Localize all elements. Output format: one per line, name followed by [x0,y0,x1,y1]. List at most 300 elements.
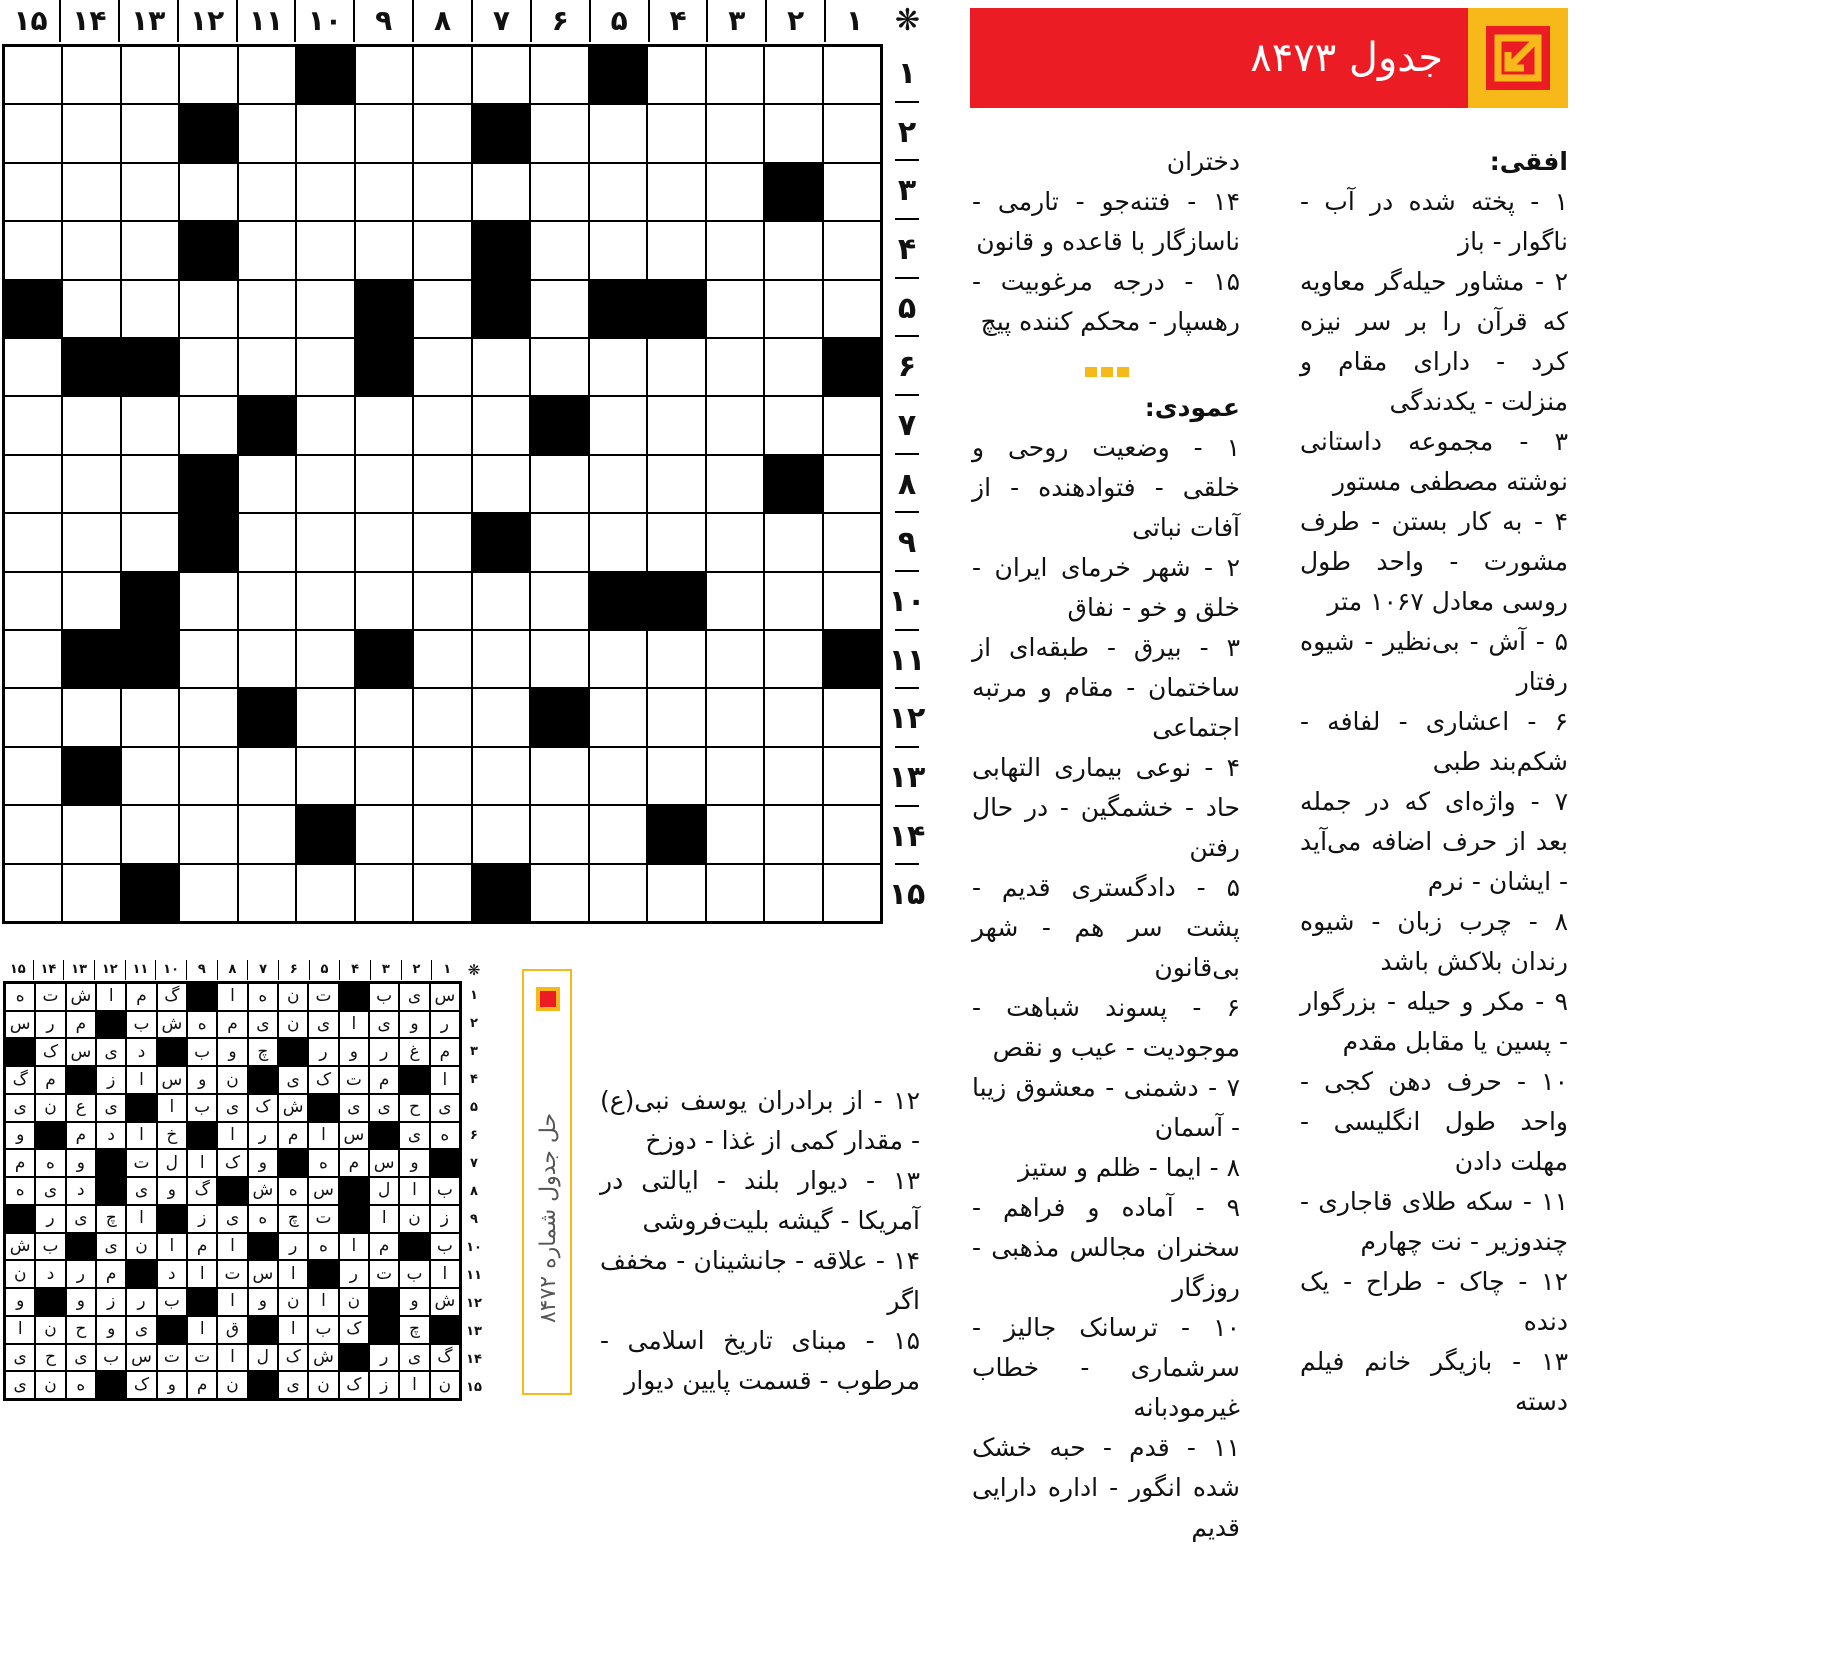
grid-cell[interactable] [589,104,647,162]
grid-cell[interactable] [121,688,179,746]
grid-cell[interactable] [647,630,705,688]
solution-black-cell [278,1149,308,1177]
solution-letter: ن [308,1371,338,1399]
row-number: ۱۴ [887,807,927,866]
solution-black-cell [248,1316,278,1344]
grid-cell[interactable] [4,46,62,104]
solution-letter: ن [399,1205,429,1233]
solution-row-number: ۱۰ [466,1239,482,1255]
grid-cell[interactable] [4,338,62,396]
grid-cell[interactable] [413,46,471,104]
solution-letter: ر [35,1011,65,1039]
grid-cell[interactable] [238,104,296,162]
grid-cell[interactable] [296,396,354,454]
solution-black-cell [157,1205,187,1233]
grid-cell[interactable] [355,805,413,863]
grid-cell[interactable] [764,396,822,454]
solution-black-cell [248,1371,278,1399]
grid-cell[interactable] [413,630,471,688]
black-cell [121,630,179,688]
black-cell [296,805,354,863]
grid-cell[interactable] [823,46,881,104]
solution-column-number: ۳ [370,960,401,980]
solution-letter: ی [399,1344,429,1372]
black-cell [179,221,237,279]
row-number: ۳ [887,161,927,220]
solution-letter: ی [308,1011,338,1039]
grid-cell[interactable] [706,805,764,863]
grid-cell[interactable] [823,280,881,338]
solution-letter: ت [369,1260,399,1288]
grid-cell[interactable] [296,338,354,396]
grid-cell[interactable] [179,396,237,454]
grid-cell[interactable] [4,163,62,221]
grid-cell[interactable] [413,688,471,746]
grid-cell[interactable] [706,572,764,630]
grid-cell[interactable] [62,163,120,221]
grid-cell[interactable] [589,163,647,221]
grid-cell[interactable] [472,338,530,396]
grid-cell[interactable] [62,864,120,922]
grid-cell[interactable] [4,572,62,630]
grid-cell[interactable] [764,572,822,630]
grid-cell[interactable] [530,338,588,396]
clue-item: ۱۳ - بازیگر خانم فیلم دسته [1300,1347,1568,1416]
grid-cell[interactable] [62,805,120,863]
grid-cell[interactable] [706,747,764,805]
grid-cell[interactable] [413,572,471,630]
solution-letter: و [399,1149,429,1177]
grid-cell[interactable] [62,221,120,279]
grid-cell[interactable] [413,338,471,396]
grid-cell[interactable] [647,455,705,513]
grid-cell[interactable] [706,513,764,571]
grid-cell[interactable] [121,163,179,221]
solution-letter: ب [126,1011,156,1039]
grid-cell[interactable] [647,338,705,396]
solution-grid [3,981,462,1401]
grid-cell[interactable] [823,572,881,630]
grid-cell[interactable] [706,280,764,338]
solution-letter: ب [187,1094,217,1122]
solution-black-cell [248,1233,278,1261]
grid-cell[interactable] [764,104,822,162]
black-cell [4,280,62,338]
grid-cell[interactable] [706,104,764,162]
grid-cell[interactable] [647,396,705,454]
solution-letter: ک [278,1344,308,1372]
solution-letter: گ [157,983,187,1011]
solution-letter: ل [369,1177,399,1205]
grid-cell[interactable] [823,513,881,571]
grid-cell[interactable] [62,572,120,630]
solution-letter: ا [187,1260,217,1288]
solution-column-number: ۴ [339,960,370,980]
solution-letter: ی [399,983,429,1011]
grid-cell[interactable] [764,280,822,338]
grid-cell[interactable] [589,513,647,571]
grid-cell[interactable] [296,688,354,746]
grid-cell[interactable] [4,747,62,805]
solution-letter: ح [35,1344,65,1372]
grid-cell[interactable] [355,163,413,221]
solution-letter: د [157,1260,187,1288]
grid-cell[interactable] [823,688,881,746]
grid-cell[interactable] [355,104,413,162]
solution-letter: ا [278,1260,308,1288]
grid-cell[interactable] [179,747,237,805]
grid-cell[interactable] [647,688,705,746]
grid-cell[interactable] [530,513,588,571]
grid-cell[interactable] [706,221,764,279]
solution-letter: ا [430,1260,460,1288]
grid-cell[interactable] [706,455,764,513]
grid-cell[interactable] [121,221,179,279]
grid-cell[interactable] [355,455,413,513]
grid-cell[interactable] [764,338,822,396]
grid-cell[interactable] [121,747,179,805]
grid-cell[interactable] [238,864,296,922]
grid-cell[interactable] [296,221,354,279]
solution-black-cell [248,1066,278,1094]
grid-cell[interactable] [413,747,471,805]
grid-cell[interactable] [589,221,647,279]
grid-cell[interactable] [238,455,296,513]
solution-row-number: ۳ [470,1043,478,1059]
grid-cell[interactable] [238,163,296,221]
solution-letter: ا [157,1233,187,1261]
solution-letter: ی [248,1011,278,1039]
grid-cell[interactable] [413,104,471,162]
column-number: ۱۰ [294,0,353,42]
grid-cell[interactable] [238,513,296,571]
solution-letter: ا [126,1205,156,1233]
solution-letter: ب [399,1260,429,1288]
solution-black-cell [35,1288,65,1316]
clues-column-continued [600,1081,920,1401]
solution-letter: چ [96,1205,126,1233]
clue-item: ۱۳ - دیوار بلند - ایالتی در آمریکا - گیشه بلیت‌فروشی [600,1166,920,1235]
grid-cell[interactable] [764,221,822,279]
clues-column-down [972,142,1240,1548]
grid-cell[interactable] [530,864,588,922]
solution-row-numbers [463,981,485,1401]
grid-cell[interactable] [62,396,120,454]
grid-cell[interactable] [764,688,822,746]
solution-letter: ا [187,1149,217,1177]
grid-cell[interactable] [530,163,588,221]
grid-cell[interactable] [647,104,705,162]
grid-cell[interactable] [413,163,471,221]
grid-cell[interactable] [706,864,764,922]
grid-cell[interactable] [4,630,62,688]
black-cell [121,572,179,630]
grid-cell[interactable] [472,455,530,513]
solution-row-number: ۲ [470,1015,478,1031]
grid-cell[interactable] [296,747,354,805]
solution-letter: چ [248,1038,278,1066]
grid-cell[interactable] [121,455,179,513]
grid-cell[interactable] [647,513,705,571]
grid-cell[interactable] [472,688,530,746]
grid-cell[interactable] [647,221,705,279]
grid-cell[interactable] [238,280,296,338]
grid-cell[interactable] [355,513,413,571]
grid-cell[interactable] [296,455,354,513]
grid-cell[interactable] [413,280,471,338]
grid-cell[interactable] [238,630,296,688]
grid-cell[interactable] [530,747,588,805]
solution-letter: م [96,1260,126,1288]
solution-letter: خ [157,1122,187,1150]
solution-column-number: ۵ [309,960,340,980]
grid-cell[interactable] [179,46,237,104]
grid-cell[interactable] [647,46,705,104]
grid-cell[interactable] [706,630,764,688]
solution-letter: ت [126,1149,156,1177]
solution-letter: م [187,1233,217,1261]
grid-cell[interactable] [121,280,179,338]
grid-cell[interactable] [62,280,120,338]
solution-letter: ن [217,1371,247,1399]
grid-cell[interactable] [589,396,647,454]
grid-cell[interactable] [238,747,296,805]
grid-cell[interactable] [589,864,647,922]
grid-cell[interactable] [472,805,530,863]
grid-cell[interactable] [823,104,881,162]
solution-column-number: ۱۲ [94,960,125,980]
grid-cell[interactable] [413,455,471,513]
solution-black-cell [369,1288,399,1316]
clue-item: ۴ - به کار بستن - طرف مشورت - واحد طول روسی معادل ۱۰۶۷ متر [1300,507,1568,616]
row-number: ۱۳ [887,748,927,807]
grid-cell[interactable] [355,864,413,922]
grid-cell[interactable] [764,513,822,571]
grid-cell[interactable] [296,864,354,922]
grid-cell[interactable] [706,688,764,746]
grid-cell[interactable] [472,46,530,104]
grid-cell[interactable] [823,805,881,863]
separator-dots-icon [1085,367,1129,377]
grid-cell[interactable] [355,221,413,279]
grid-cell[interactable] [706,163,764,221]
solution-letter: ن [35,1316,65,1344]
solution-letter: ن [126,1233,156,1261]
grid-cell[interactable] [472,747,530,805]
black-cell [647,572,705,630]
solution-letter: ت [308,1205,338,1233]
grid-cell[interactable] [296,513,354,571]
grid-cell[interactable] [296,104,354,162]
grid-cell[interactable] [589,747,647,805]
grid-cell[interactable] [355,572,413,630]
grid-cell[interactable] [179,280,237,338]
grid-cell[interactable] [355,688,413,746]
grid-cell[interactable] [764,747,822,805]
grid-cell[interactable] [413,221,471,279]
solution-letter: ی [35,1177,65,1205]
grid-cell[interactable] [589,455,647,513]
solution-letter: ب [96,1344,126,1372]
black-cell [238,688,296,746]
solution-black-cell [96,1177,126,1205]
solution-letter: ن [217,1066,247,1094]
grid-cell[interactable] [530,572,588,630]
solution-letter: ی [339,1094,369,1122]
solution-letter: ت [308,983,338,1011]
grid-cell[interactable] [62,688,120,746]
solution-letter: ا [217,1233,247,1261]
grid-cell[interactable] [296,630,354,688]
grid-cell[interactable] [589,338,647,396]
solution-letter: ی [96,1094,126,1122]
solution-letter: م [66,1011,96,1039]
grid-cell[interactable] [823,221,881,279]
grid-cell[interactable] [413,396,471,454]
solution-banner [522,969,572,1395]
solution-letter: ک [126,1371,156,1399]
grid-cell[interactable] [179,163,237,221]
grid-cell[interactable] [589,805,647,863]
grid-cell[interactable] [296,163,354,221]
grid-cell[interactable] [4,513,62,571]
grid-cell[interactable] [472,163,530,221]
grid-cell[interactable] [647,163,705,221]
grid-cell[interactable] [355,747,413,805]
solution-letter: و [339,1038,369,1066]
solution-letter: ا [369,1205,399,1233]
solution-letter: ی [5,1094,35,1122]
grid-cell[interactable] [530,104,588,162]
solution-letter: س [308,1177,338,1205]
grid-cell[interactable] [121,396,179,454]
grid-cell[interactable] [764,46,822,104]
grid-cell[interactable] [4,805,62,863]
grid-cell[interactable] [413,864,471,922]
solution-black-cell [339,1344,369,1372]
grid-cell[interactable] [823,455,881,513]
grid-cell[interactable] [355,396,413,454]
grid-cell[interactable] [530,46,588,104]
grid-cell[interactable] [238,338,296,396]
solution-black-cell [430,1316,460,1344]
grid-cell[interactable] [179,630,237,688]
grid-cell[interactable] [179,864,237,922]
solution-black-cell [126,1260,156,1288]
grid-cell[interactable] [121,104,179,162]
grid-cell[interactable] [62,104,120,162]
grid-cell[interactable] [4,688,62,746]
solution-letter: ب [35,1233,65,1261]
black-cell [472,513,530,571]
solution-letter: ش [278,1094,308,1122]
grid-cell[interactable] [647,747,705,805]
grid-cell[interactable] [823,864,881,922]
grid-cell[interactable] [589,630,647,688]
grid-cell[interactable] [530,630,588,688]
grid-cell[interactable] [238,46,296,104]
grid-cell[interactable] [706,338,764,396]
grid-cell[interactable] [238,805,296,863]
grid-cell[interactable] [706,396,764,454]
grid-cell[interactable] [764,805,822,863]
clue-item: ۱۵ - درجه مرغوبیت - رهسپار - محکم کننده پیچ [972,267,1240,336]
grid-cell[interactable] [530,280,588,338]
grid-cell[interactable] [413,805,471,863]
solution-column-number: ۲ [401,960,432,980]
grid-cell[interactable] [179,688,237,746]
grid-cell[interactable] [121,805,179,863]
grid-cell[interactable] [62,513,120,571]
solution-black-cell [66,1233,96,1261]
grid-cell[interactable] [530,455,588,513]
grid-cell[interactable] [823,163,881,221]
grid-cell[interactable] [121,46,179,104]
clue-item: ۳ - مجموعه داستانی نوشته مصطفی مستور [1300,427,1568,496]
solution-letter: ا [187,1316,217,1344]
grid-cell[interactable] [764,864,822,922]
black-cell [472,104,530,162]
grid-cell[interactable] [4,104,62,162]
black-cell [823,338,881,396]
grid-cell[interactable] [4,221,62,279]
grid-cell[interactable] [589,688,647,746]
grid-cell[interactable] [706,46,764,104]
grid-cell[interactable] [823,396,881,454]
grid-cell[interactable] [238,221,296,279]
grid-cell[interactable] [121,513,179,571]
black-cell [530,688,588,746]
grid-cell[interactable] [62,46,120,104]
grid-cell[interactable] [179,572,237,630]
grid-cell[interactable] [530,805,588,863]
grid-cell[interactable] [764,630,822,688]
grid-cell[interactable] [4,455,62,513]
solution-black-cell [126,1094,156,1122]
solution-letter: ز [187,1205,217,1233]
grid-cell[interactable] [62,455,120,513]
grid-cell[interactable] [530,221,588,279]
solution-letter: ر [308,1038,338,1066]
clue-item: ۱۰ - حرف دهن کجی - واحد طول انگلیسی - مهلت دادن [1300,1067,1568,1176]
solution-letter: و [248,1288,278,1316]
grid-cell[interactable] [238,572,296,630]
solution-letter: ه [187,1011,217,1039]
row-number: ۱۲ [887,689,927,748]
grid-cell[interactable] [647,864,705,922]
grid-cell[interactable] [413,513,471,571]
grid-cell[interactable] [179,805,237,863]
solution-letter: م [187,1371,217,1399]
grid-cell[interactable] [4,396,62,454]
solution-letter: گ [430,1344,460,1372]
grid-cell[interactable] [472,630,530,688]
grid-cell[interactable] [355,46,413,104]
grid-cell[interactable] [296,280,354,338]
grid-cell[interactable] [4,864,62,922]
column-number: ۱۳ [118,0,177,42]
grid-cell[interactable] [823,747,881,805]
solution-letter: ا [430,1066,460,1094]
solution-letter: ی [369,1011,399,1039]
grid-cell[interactable] [179,338,237,396]
grid-cell[interactable] [472,572,530,630]
grid-cell[interactable] [296,572,354,630]
solution-letter: ه [248,1205,278,1233]
solution-letter: ه [430,1122,460,1150]
grid-cell[interactable] [472,396,530,454]
solution-letter: ی [66,1344,96,1372]
